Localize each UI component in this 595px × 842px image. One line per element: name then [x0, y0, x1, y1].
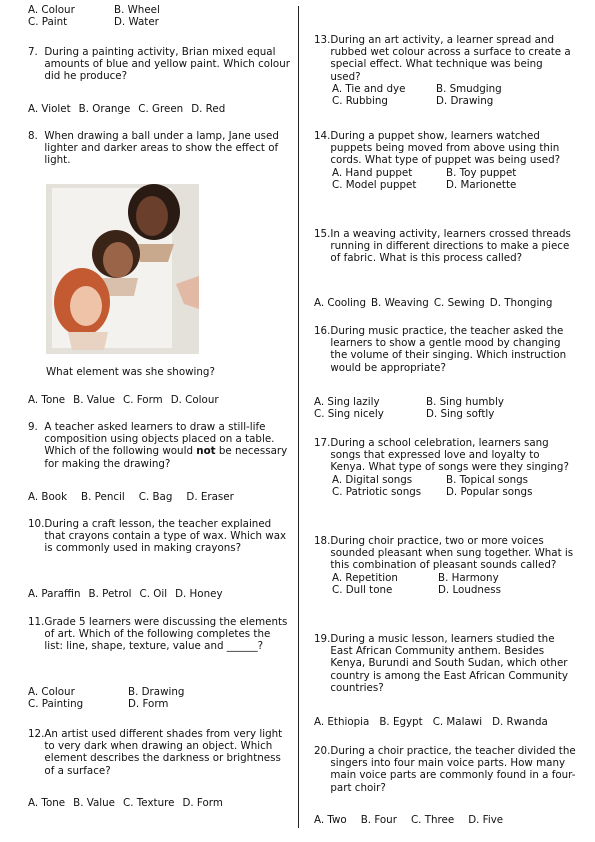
question-text: During an art activity, a learner spread and rubbed wet colour across a surface to create a special effect. What technique was being used?: [330, 34, 571, 83]
question-10-options: [28, 588, 231, 600]
question-11: [28, 616, 290, 653]
question-number: 7.: [28, 46, 38, 58]
option-d[interactable]: D. Popular songs: [446, 485, 533, 498]
question-8-options: [28, 394, 227, 406]
question-number: 11.: [28, 616, 45, 628]
question-number: 15.: [314, 228, 331, 240]
question-number: 18.: [314, 535, 331, 547]
question-text: During music practice, the teacher asked the learners to show a gentle mood by changing the volume of their singing. Which instruction would be appropriate?: [330, 325, 567, 374]
option-b[interactable]: B. Harmony: [438, 571, 499, 584]
option-c[interactable]: C. Three: [410, 814, 455, 826]
option-c[interactable]: C. Texture: [123, 797, 175, 809]
question-text: Grade 5 learners were discussing the elements of art. Which of the following completes the list: line, shape, texture, value and ______?: [44, 616, 288, 653]
option-b[interactable]: B. Orange: [78, 103, 131, 115]
question-15-options: [314, 297, 560, 309]
q6-options: [28, 4, 290, 28]
option-d[interactable]: D. Sing softly: [426, 408, 495, 421]
question-17: [314, 437, 576, 498]
question-number: 17.: [314, 437, 331, 449]
question-7: [28, 46, 290, 83]
option-b[interactable]: B. Value: [73, 394, 116, 406]
option-c[interactable]: C. Bag: [138, 491, 173, 503]
question-8-followup: What element was she showing?: [46, 366, 215, 378]
option-a[interactable]: A. Tie and dye: [332, 82, 406, 95]
question-text: During choir practice, two or more voices sounded pleasant when sung together. What is this combination of pleasant sounds called?: [330, 535, 574, 572]
option-b[interactable]: B. Value: [73, 797, 116, 809]
question-9: [28, 421, 290, 470]
option-b[interactable]: B. Weaving: [370, 297, 429, 309]
question-number: 16.: [314, 325, 331, 337]
option-d[interactable]: D. Honey: [175, 588, 223, 600]
option-d[interactable]: D. Five: [468, 814, 504, 826]
option-d[interactable]: D. Form: [182, 797, 223, 809]
question-13: [314, 34, 576, 107]
option-a[interactable]: A. Colour: [28, 4, 75, 16]
option-c[interactable]: C. Model puppet: [332, 178, 417, 191]
option-b[interactable]: B. Four: [360, 814, 397, 826]
option-c[interactable]: C. Sewing: [433, 297, 485, 309]
option-a[interactable]: A. Two: [314, 814, 347, 826]
option-c[interactable]: C. Paint: [28, 16, 68, 29]
question-number: 13.: [314, 34, 331, 46]
option-c[interactable]: C. Sing nicely: [314, 408, 384, 421]
option-d[interactable]: D. Colour: [170, 394, 219, 406]
question-text: In a weaving activity, learners crossed threads running in different directions to make a piece of fabric. What is this process called?: [330, 228, 571, 265]
option-d[interactable]: D. Red: [191, 103, 226, 115]
option-a[interactable]: A. Ethiopia: [314, 716, 370, 728]
option-b[interactable]: B. Petrol: [88, 588, 132, 600]
question-text: During a craft lesson, the teacher explained that crayons contain a type of wax. Which wax is commonly used in making crayons?: [44, 518, 287, 555]
question-number: 19.: [314, 633, 331, 645]
option-c[interactable]: C. Malawi: [432, 716, 483, 728]
question-10: [28, 518, 290, 555]
question-18: [314, 535, 576, 596]
question-16: [314, 325, 576, 374]
question-text: During a choir practice, the teacher divided the singers into four main voice parts. How many main voice parts are commonly found in a four-part choir?: [330, 745, 576, 794]
option-a[interactable]: A. Violet: [28, 103, 71, 115]
question-19: [314, 633, 576, 694]
option-b[interactable]: B. Sing humbly: [426, 396, 504, 408]
option-d[interactable]: D. Marionette: [446, 178, 517, 191]
option-b[interactable]: B. Pencil: [81, 491, 125, 503]
option-a[interactable]: A. Paraffin: [28, 588, 81, 600]
question-14: [314, 130, 576, 191]
option-d[interactable]: D. Water: [114, 16, 159, 29]
question-20-options: [314, 814, 511, 826]
question-number: 14.: [314, 130, 331, 142]
option-b[interactable]: B. Smudging: [436, 82, 502, 95]
question-text: An artist used different shades from very light to very dark when drawing an object. Which element describes the darkness or brightness of a surface?: [44, 728, 283, 777]
drawing-photo: [46, 184, 199, 354]
question-7-options: [28, 103, 233, 115]
option-a[interactable]: A. Repetition: [332, 571, 398, 584]
question-12: [28, 728, 290, 777]
question-number: 20.: [314, 745, 331, 757]
option-c[interactable]: C. Dull tone: [332, 583, 393, 596]
question-12-options: [28, 797, 231, 809]
option-a[interactable]: A. Tone: [28, 394, 66, 406]
question-20: [314, 745, 576, 794]
option-a[interactable]: A. Hand puppet: [332, 166, 413, 179]
option-c[interactable]: C. Patriotic songs: [332, 485, 422, 498]
question-11-options: [28, 686, 290, 710]
question-number: 12.: [28, 728, 45, 740]
question-number: 10.: [28, 518, 45, 530]
option-d[interactable]: D. Drawing: [436, 95, 494, 108]
option-c[interactable]: C. Rubbing: [332, 95, 388, 108]
option-d[interactable]: D. Form: [128, 698, 169, 711]
question-14-options: [332, 167, 576, 191]
question-text: A teacher asked learners to draw a still-life composition using objects placed on a table. Which of the following would not be necessary for making the drawing?: [44, 421, 288, 470]
option-c[interactable]: C. Oil: [139, 588, 168, 600]
option-d[interactable]: D. Thonging: [489, 297, 553, 309]
option-c[interactable]: C. Green: [138, 103, 184, 115]
option-b[interactable]: B. Wheel: [114, 4, 160, 16]
question-17-options: [332, 474, 576, 498]
option-a[interactable]: A. Sing lazily: [314, 396, 380, 408]
option-b[interactable]: B. Egypt: [379, 716, 423, 728]
option-d[interactable]: D. Loudness: [438, 583, 501, 596]
question-text: During a music lesson, learners studied the East African Community anthem. Besides Kenya, Burundi and South Sudan, which other country is among the East African Community countries?: [330, 633, 568, 694]
question-text: During a painting activity, Brian mixed equal amounts of blue and yellow paint. Which colour did he produce?: [44, 46, 290, 83]
question-16-options: [314, 396, 576, 420]
option-b[interactable]: B. Drawing: [128, 686, 185, 698]
option-c[interactable]: C. Painting: [28, 698, 84, 711]
option-b[interactable]: B. Toy puppet: [446, 166, 517, 179]
question-number: 8.: [28, 130, 38, 142]
option-a[interactable]: A. Cooling: [314, 297, 366, 309]
option-a[interactable]: A. Book: [28, 491, 68, 503]
option-b[interactable]: B. Topical songs: [446, 473, 529, 486]
option-a[interactable]: A. Tone: [28, 797, 66, 809]
question-8: [28, 130, 290, 167]
question-text: During a puppet show, learners watched puppets being moved from above using thin cords. What type of puppet was being used?: [330, 130, 561, 167]
question-number: 9.: [28, 421, 38, 433]
question-text: During a school celebration, learners sang songs that expressed love and loyalty to Kenya. What type of songs were they singing?: [330, 437, 569, 474]
option-d[interactable]: D. Rwanda: [492, 716, 548, 728]
question-19-options: [314, 716, 556, 728]
question-13-options: [332, 83, 576, 107]
question-18-options: [332, 572, 576, 596]
question-15: [314, 228, 576, 265]
column-divider: [298, 6, 299, 828]
option-c[interactable]: C. Form: [123, 394, 163, 406]
portrait-drawings-image: [46, 184, 199, 354]
question-9-options: [28, 491, 242, 503]
option-a[interactable]: A. Colour: [28, 686, 75, 698]
option-d[interactable]: D. Eraser: [186, 491, 234, 503]
question-text: When drawing a ball under a lamp, Jane used lighter and darker areas to show the effect of light.: [44, 130, 279, 167]
option-a[interactable]: A. Digital songs: [332, 473, 413, 486]
